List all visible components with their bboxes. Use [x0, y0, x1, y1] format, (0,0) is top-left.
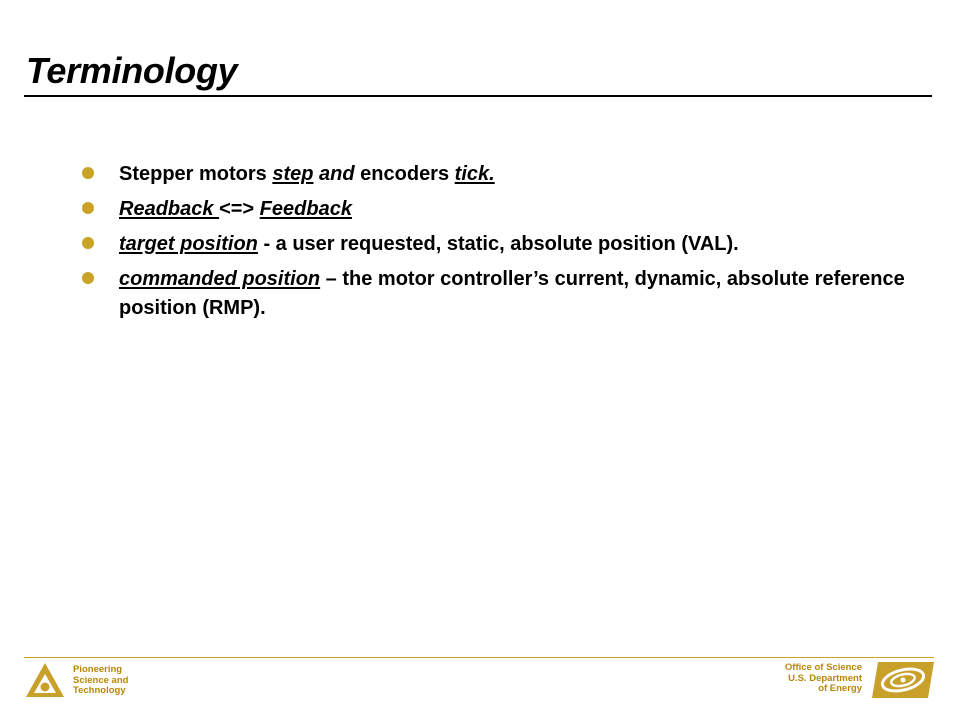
footer-tagline-line: Technology: [73, 685, 126, 696]
bullet-segment: encoders: [354, 163, 455, 185]
bullet-dot-icon: [82, 237, 94, 249]
bullet-item: [82, 230, 922, 259]
bullet-item: [82, 265, 922, 323]
bullet-text: [119, 233, 739, 255]
footer-tagline-line: Science and: [73, 674, 129, 686]
bullet-dot-icon: [82, 202, 94, 214]
bullet-item: [82, 195, 922, 224]
bullet-segment: - a user requested, static, absolute position (VAL).: [257, 233, 739, 255]
footer-tagline: [73, 665, 128, 697]
bullet-dot-icon: [82, 167, 94, 179]
bullet-text: [119, 268, 905, 319]
bullet-term: Readback: [119, 198, 220, 220]
bullet-segment: Stepper motors: [119, 163, 273, 185]
slide-title: Terminology: [26, 50, 238, 91]
footer-agency-line: of Energy: [818, 683, 862, 694]
bullet-term: target position: [119, 233, 258, 255]
bullet-list: [82, 160, 922, 329]
footer-agency-line: U.S. Department: [788, 672, 862, 684]
bullet-term: tick.: [454, 163, 495, 185]
bullet-segment: and: [313, 163, 355, 185]
argonne-logo-icon: [25, 662, 65, 698]
footer-tagline-line: Pioneering: [73, 664, 123, 675]
title-underline: [24, 95, 932, 97]
footer-agency: [785, 663, 862, 695]
bullet-term: commanded position: [119, 268, 321, 290]
doe-logo-icon: [872, 662, 934, 698]
bullet-term: step: [272, 163, 314, 185]
footer-agency-line: Office of Science: [784, 662, 862, 673]
bullet-dot-icon: [82, 272, 94, 284]
bullet-segment: – the motor controller’s current, dynamic, absolute reference position (RMP).: [119, 268, 905, 319]
bullet-text: [119, 198, 352, 220]
bullet-segment: <=>: [219, 198, 255, 220]
bullet-text: [119, 163, 495, 185]
footer-rule: [24, 657, 934, 658]
bullet-term: Feedback: [259, 198, 352, 220]
bullet-item: [82, 160, 922, 189]
